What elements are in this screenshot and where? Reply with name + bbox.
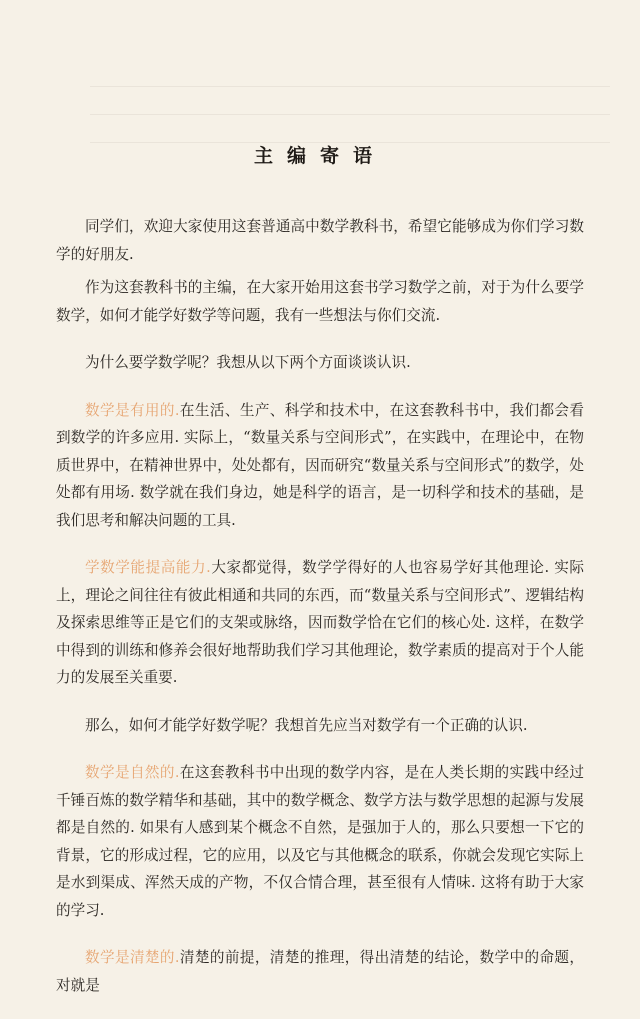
paragraph-text: 在生活、生产、科学和技术中，在这套教科书中，我们都会看到数学的许多应用. 实际上，“数量关系与空间形式”，在实践中，在理论中，在物质世界中，在精神世界中，处处都有，因而研究“数量关系与空间形式”的数学，处处都有用场. 数学就在我们身边，她是科学的语言，是一切科学和技术的基础，是我们思考和解决问题的工具. bbox=[56, 401, 584, 529]
paragraph-useful bbox=[56, 397, 584, 535]
paragraph-text: 在这套教科书中出现的数学内容，是在人类长期的实践中经过千锤百炼的数学精华和基础，其中的数学概念、数学方法与数学思想的起源与发展都是自然的. 如果有人感到某个概念不自然，是强加于人的，那么只要想一下它的背景，它的形成过程，它的应用，以及它与其他概念的联系，你就会发现它实际上是水到渠成、浑然天成的产物，不仅合情合理，甚至很有人情味. 这将有助于大家的学习. bbox=[56, 764, 584, 919]
paragraph-text: 同学们，欢迎大家使用这套普通高中数学教科书，希望它能够成为你们学习数学的好朋友. bbox=[56, 218, 584, 263]
paragraph-natural bbox=[56, 759, 584, 924]
paragraph-why bbox=[56, 349, 584, 377]
paragraph-text: 为什么要学数学呢？我想从以下两个方面谈谈认识. bbox=[85, 354, 411, 371]
paragraph-text: 作为这套教科书的主编，在大家开始用这套书学习数学之前，对于为什么要学数学，如何才能学好数学等问题，我有一些想法与你们交流. bbox=[56, 279, 584, 324]
paragraph-welcome bbox=[56, 213, 584, 268]
paragraph-text: 清楚的前提，清楚的推理，得出清楚的结论，数学中的命题，对就是 bbox=[56, 949, 584, 994]
paragraph-intro bbox=[56, 274, 584, 329]
article-body bbox=[56, 213, 584, 1019]
paragraph-lead: 数学是有用的. bbox=[85, 401, 180, 419]
paragraph-lead: 数学是清楚的. bbox=[85, 949, 180, 966]
paragraph-lead: 数学是自然的. bbox=[85, 764, 180, 781]
paragraph-text: 大家都觉得，数学学得好的人也容易学好其他理论. 实际上，理论之间往往有彼此相通和共同的东西，而“数量关系与空间形式”、逻辑结构及探索思维等正是它们的支架或脉络，因而数学恰在它们的核心处. 这样，在数学中得到的训练和修养会很好地帮助我们学习其他理论，数学素质的提高对于个人能力的发展至关重要. bbox=[56, 559, 585, 686]
paragraph-clear bbox=[56, 944, 584, 999]
page-title: 主编寄语 bbox=[253, 144, 386, 167]
paragraph-lead: 学数学能提高能力. bbox=[85, 559, 211, 576]
paragraph-text: 那么，如何才能学好数学呢？我想首先应当对数学有一个正确的认识. bbox=[85, 716, 528, 734]
paragraph-how bbox=[56, 712, 584, 740]
paragraph-ability bbox=[56, 554, 584, 692]
